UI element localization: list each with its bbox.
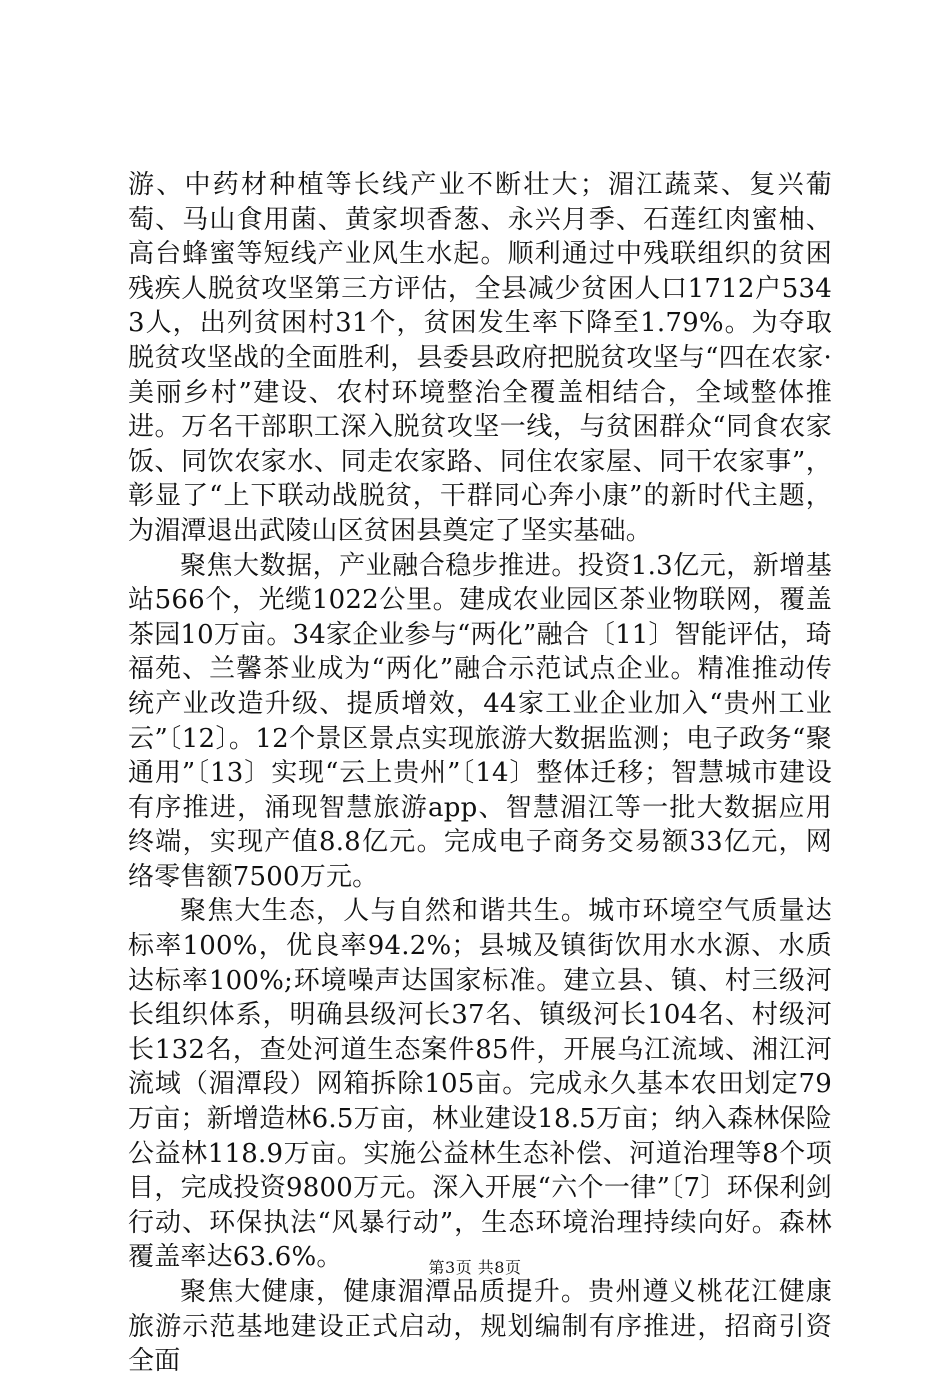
paragraph-big-ecology: 聚焦大生态，人与自然和谐共生。城市环境空气质量达标率100%，优良率94.2%；县城及镇街饮用水水源、水质达标率100%;环境噪声达国家标准。建立县、镇、村三级河长组织体系，明确县级河长37名、镇级河长104名、村级河长132名，查处河道生态案件85件，开展乌江流域、湘江河流域（湄潭段）网箱拆除105亩。完成永久基本农田划定79万亩；新增造林6.5万亩，林业建设18.5万亩；纳入森林保险公益林118.9万亩。实施公益林生态补偿、河道治理等8个项目，完成投资9800万元。深入开展“六个一律”〔7〕环保利剑行动、环保执法“风暴行动”，生态环境治理持续向好。森林覆盖率达63.6%。 bbox=[128, 896, 832, 1273]
paragraph-big-health: 聚焦大健康，健康湄潭品质提升。贵州遵义桃花江健康旅游示范基地建设正式启动，规划编制有序推进，招商引资全面 bbox=[128, 1277, 832, 1377]
paragraph-1: 游、中药材种植等长线产业不断壮大；湄江蔬菜、复兴葡萄、马山食用菌、黄家坝香葱、永兴月季、石莲红肉蜜柚、高台蜂蜜等短线产业风生水起。顺利通过中残联组织的贫困残疾人脱贫攻坚第三方评估，全县减少贫困人口1712户5343人，出列贫困村31个，贫困发生率下降至1.79%。为夺取脱贫攻坚战的全面胜利，县委县政府把脱贫攻坚与“四在农家·美丽乡村”建设、农村环境整治全覆盖相结合，全域整体推进。万名干部职工深入脱贫攻坚一线，与贫困群众“同食农家饭、同饮农家水、同走农家路、同住农家屋、同干农家事”，彰显了“上下联动战脱贫，干群同心奔小康”的新时代主题，为湄潭退出武陵山区贫困县奠定了坚实基础。 bbox=[128, 170, 832, 546]
paragraph-big-data: 聚焦大数据，产业融合稳步推进。投资1.3亿元，新增基站566个，光缆1022公里。建成农业园区茶业物联网，覆盖茶园10万亩。34家企业参与“两化”融合〔11〕智能评估，琦福苑、兰馨茶业成为“两化”融合示范试点企业。精准推动传统产业改造升级、提质增效，44家工业企业加入“贵州工业云”〔12〕。12个景区景点实现旅游大数据监测；电子政务“聚通用”〔13〕实现“云上贵州”〔14〕整体迁移；智慧城市建设有序推进，涌现智慧旅游app、智慧湄江等一批大数据应用终端，实现产值8.8亿元。完成电子商务交易额33亿元，网络零售额7500万元。 bbox=[128, 550, 832, 892]
document-body bbox=[128, 168, 832, 1379]
page-number-footer: 第3页 共8页 bbox=[428, 1258, 522, 1277]
